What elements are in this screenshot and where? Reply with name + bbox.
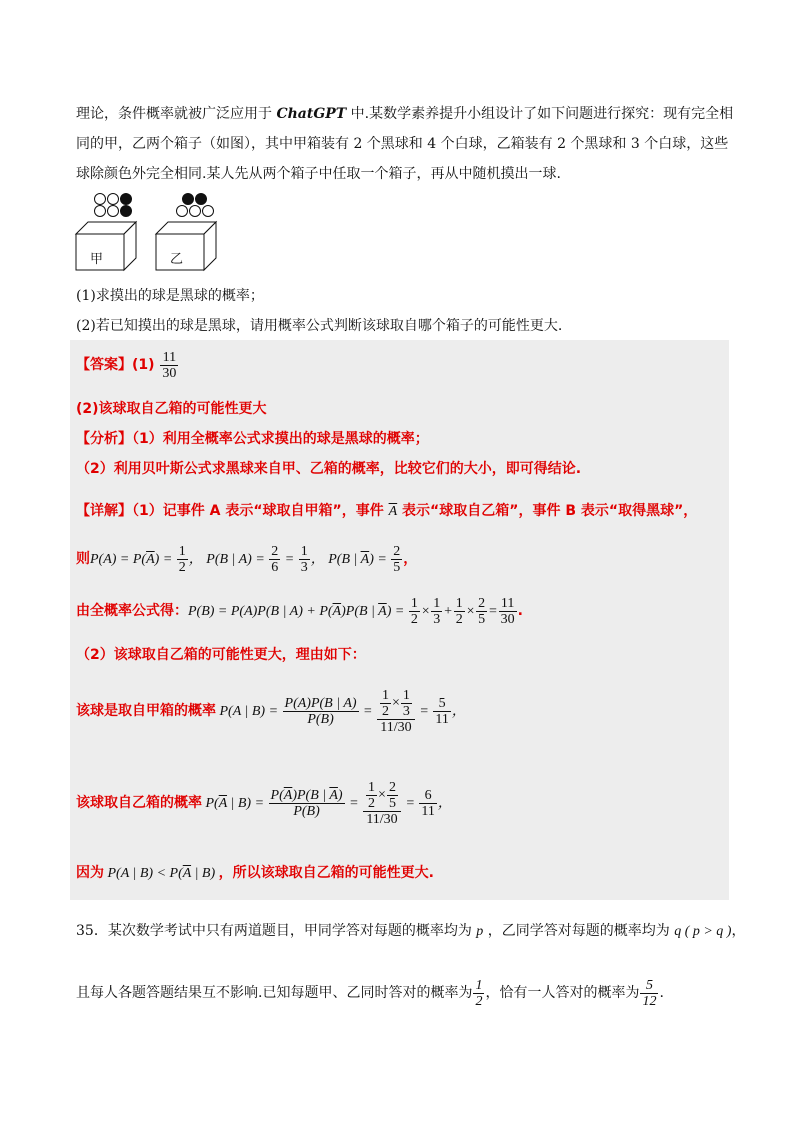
q35-line-2: 且每人各题答题结果互不影响.已知每题甲、乙同时答对的概率为 $\frac{1}{2}$ ，恰有一人答对的概率为 $\frac{5}{12}$ .	[76, 977, 664, 1009]
detail-line-1: 【详解】（1）记事件 A 表示“球取自甲箱”，事件 $\overline{A}$ 表示“球取自乙箱”，事件 B 表示“取得黑球”，	[76, 503, 698, 519]
answer-fraction: $\frac{11}{30}$	[162, 349, 177, 381]
part2-title: （2）该球取自乙箱的可能性更大，理由如下：	[76, 647, 366, 663]
balls-yi	[177, 194, 214, 217]
prob-expressions: $P(A) = P(\overline{A})$ = $\frac{1}{2}$ ， P(B | A) = $\frac{2}{6}$ = $\frac{1}{3}$ ， P(B | $\overline{A}$) = $\frac{2}{5}$	[90, 544, 401, 576]
comparison-formula: P(A | $B) < P(\overline{A}$ | B)	[104, 866, 219, 881]
problem-line-2: 同的甲，乙两个箱子（如图），其中甲箱装有 2 个黑球和 4 个白球，乙箱装有 2 个黑球和 3 个白球，这些	[76, 136, 729, 152]
question-2: (2)若已知摸出的球是黑球，请用概率公式判断该球取自哪个箱子的可能性更大.	[76, 318, 563, 334]
box-jia	[76, 222, 136, 270]
detail-probabilities: 则$P(A) = P(\overline{A})$ = $\frac{1}{2}$ ， P(B | A) = $\frac{2}{6}$ = $\frac{1}{3}$ ， P(B | $\overline{A}$) = $\frac{2}{5}$ ，	[76, 544, 418, 576]
balls-jia	[95, 194, 132, 217]
q35-line-1: 35．某次数学考试中只有两道题目，甲同学答对每题的概率均为 p ，乙同学答对每题的概率均为 q ( p > q )，	[76, 923, 746, 939]
box-jia-label: 甲	[90, 252, 104, 267]
box-yi	[156, 222, 216, 270]
conclusion-line: 因为 P(A | $B) < P(\overline{A}$ | B) ，所以该球取自乙箱的可能性更大.	[76, 865, 434, 881]
answer-2: (2)该球取自乙箱的可能性更大	[76, 401, 267, 417]
analysis-line-2: （2）利用贝叶斯公式求黑球来自甲、乙箱的概率，比较它们的大小，即可得结论.	[76, 461, 582, 477]
total-probability: 由全概率公式得：P(B) = P(A)P(B | $A) + P(\overline{A})P(B$ | $\overline{A}$) = $\frac{1}{2}$ × $\frac{1}{3}$ + $\frac{1}{2}$ × $\frac{2}{5}$ = $\frac{11}{30}$ .	[76, 596, 523, 628]
total-probability-formula: P(B) = P(A)P(B | $A) + P(\overline{A})P(B$ | $\overline{A}$) = $\frac{1}{2}$ × $\frac{1}{3}$ + $\frac{1}{2}$ × $\frac{2}{5}$ = $\frac{11}{30}$	[188, 596, 515, 628]
question-1: (1)求摸出的球是黑球的概率；	[76, 288, 264, 304]
bayes-jia-formula: P(A | B) = $\frac{P(A)P(B | A)}{P(B)}$ = $\frac{1}{2}$ × $\frac{1}{3}$ 11/30 = $\frac{5}{11}$ ，	[216, 688, 466, 736]
bayes-yi: 该球取自乙箱的概率 $P(\overline{A}$ | B) = $\frac{P(\overline{A})P(B | \overline{A})}{P(B)}$ = $\frac{1}{2}$ × $\frac{2}{5}$ 11/30 = $\frac{6}{11}$ ，	[76, 780, 452, 828]
chatgpt-term: ChatGPT	[276, 106, 347, 122]
answer-1: 【答案】(1) $\frac{11}{30}$	[76, 349, 177, 381]
bayes-yi-formula: $P(\overline{A}$ | B) = $\frac{P(\overline{A})P(B | \overline{A})}{P(B)}$ = $\frac{1}{2}$ × $\frac{2}{5}$ 11/30 = $\frac{6}{11}$ ，	[202, 780, 452, 828]
box-yi-label: 乙	[170, 252, 184, 267]
analysis-line-1: 【分析】（1）利用全概率公式求摸出的球是黑球的概率；	[76, 431, 429, 447]
problem-line-3: 球除颜色外完全相同.某人先从两个箱子中任取一个箱子，再从中随机摸出一球.	[76, 166, 561, 182]
half-fraction: $\frac{1}{2}$	[475, 977, 483, 1009]
problem-line-1: 理论，条件概率就被广泛应用于 ChatGPT 中.某数学素养提升小组设计了如下问题进行探究：现有完全相	[76, 106, 734, 122]
five-twelfths-fraction: $\frac{5}{12}$	[642, 977, 657, 1009]
bayes-jia: 该球是取自甲箱的概率 P(A | B) = $\frac{P(A)P(B | A)}{P(B)}$ = $\frac{1}{2}$ × $\frac{1}{3}$ 11/30 = $\frac{5}{11}$ ，	[76, 688, 466, 736]
event-not-a: $\overline{A}$	[388, 504, 398, 519]
